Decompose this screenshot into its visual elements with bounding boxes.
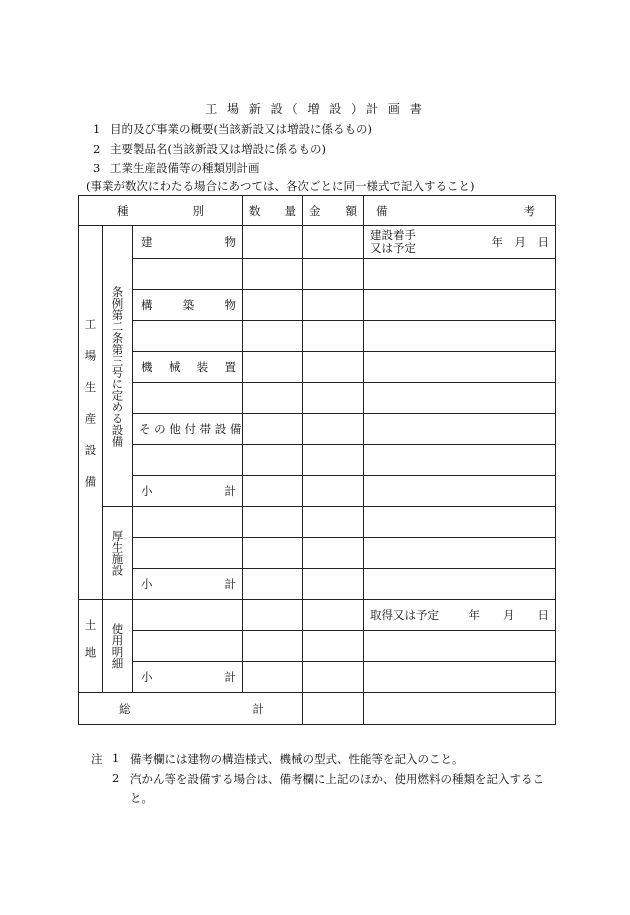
row-structure: 構 築 物 <box>133 290 243 321</box>
row-subtotal-1: 小 計 <box>133 476 243 507</box>
document-title: 工 場 新 設（ 増 設 ）計 画 書 <box>205 102 425 116</box>
note-2-number: 2 <box>112 771 120 785</box>
remarks-start[interactable]: 建設着手 又は予定 年 月 日 <box>364 226 556 259</box>
header-quantity: 数 量 <box>243 196 303 226</box>
paren-note: (事業が数次にわたる場合にあつては、各次ごとに同一様式で記入すること) <box>86 179 475 193</box>
header-amount: 金 額 <box>303 196 364 226</box>
kind-blank[interactable] <box>133 259 243 290</box>
note-2-text-line1: 汽かん等を設備する場合は、備考欄に上記のほか、使用燃料の種類を記入するこ <box>130 772 544 786</box>
section-welfare: 厚生施設 <box>103 507 133 600</box>
row-total: 総 計 <box>79 693 303 725</box>
section-article: 条例第二条第三号に定める設備 <box>103 226 133 507</box>
amount-cell[interactable] <box>303 226 364 259</box>
row-subtotal-2: 小 計 <box>133 569 243 600</box>
row-building: 建 物 <box>133 226 243 259</box>
note-1-number: 1 <box>112 751 120 765</box>
item-1-text: 目的及び事業の概要(当該新設又は増設に係るもの) <box>110 122 372 136</box>
row-other: そ の 他 付 帯 設 備 <box>133 414 243 445</box>
section-factory: 工場生産設備 <box>79 226 103 600</box>
row-machine: 機 械 装 置 <box>133 352 243 383</box>
item-2-number: 2 <box>93 142 101 156</box>
note-1-text: 備考欄には建物の構造様式、機械の型式、性能等を記入のこと。 <box>130 752 464 766</box>
section-usage: 使用明細 <box>103 600 133 693</box>
item-3-text: 工業生産設備等の種類別計画 <box>110 161 260 175</box>
item-3-number: 3 <box>93 161 101 175</box>
remarks-acquire[interactable]: 取得又は予定 年 月 日 <box>364 600 556 631</box>
note-2-text-line2: と。 <box>130 791 153 805</box>
notes-label: 注 <box>91 752 103 766</box>
quantity-cell[interactable] <box>243 226 303 259</box>
plan-table <box>78 195 556 725</box>
item-2-text: 主要製品名(当該新設又は増設に係るもの) <box>110 142 326 156</box>
section-land: 土地 <box>79 600 103 693</box>
header-kind: 種 別 <box>79 196 243 226</box>
item-1-number: 1 <box>93 122 101 136</box>
header-row <box>79 196 556 226</box>
row-subtotal-3: 小 計 <box>133 662 243 693</box>
header-remarks: 備 考 <box>364 196 556 226</box>
